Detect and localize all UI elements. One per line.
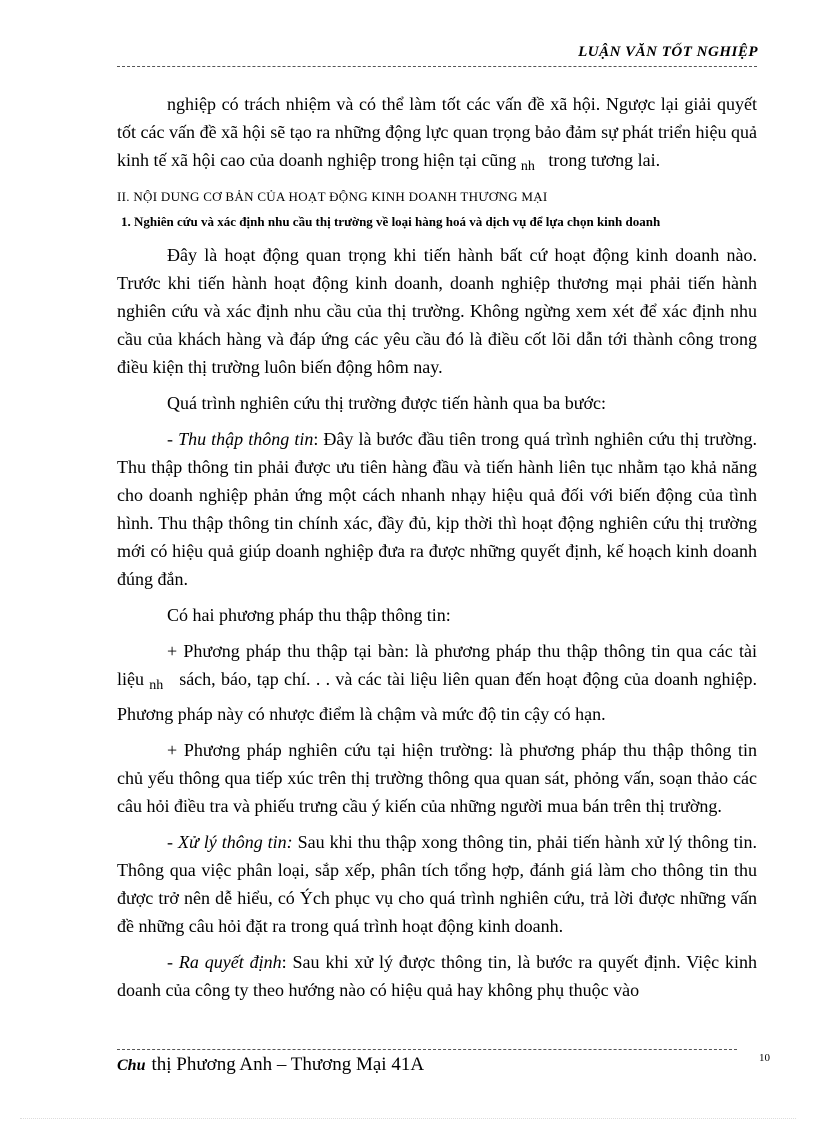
paragraph-text: Sau khi thu thập xong thông tin, phải tiến hành xử lý thông tin. Thông qua việc phân loại, sắp xếp, phân tích tổng hợp, đánh giá làm cho thông tin thu được trở nên dễ hiểu, có Ých phục vụ cho quá trình nghiên cứu, trả lời được những vấn đề những câu hỏi đặt ra trong quá trình hoạt động kinh doanh. [117, 832, 757, 936]
author-line: thị Phương Anh – Thương Mại 41A [151, 1054, 425, 1075]
paragraph: Có hai phương pháp thu thập thông tin: [167, 605, 451, 625]
subsection-heading: 1. Nghiên cứu và xác định nhu cầu thị trường về loại hàng hoá và dịch vụ để lựa chọn kinh doanh [121, 214, 661, 229]
header-divider [117, 66, 757, 67]
document-header-title: LUẬN VĂN TỐT NGHIỆP [578, 44, 758, 60]
list-dash: - [167, 832, 178, 852]
author-script-name: Chu [117, 1057, 146, 1074]
document-body [117, 90, 757, 1004]
paragraph: Quá trình nghiên cứu thị trường được tiến hành qua ba bước: [167, 393, 606, 413]
paragraph-continuation [117, 90, 757, 181]
paragraph-text: : Đây là bước đầu tiên trong quá trình nghiên cứu thị trường. Thu thập thông tin phải được ưu tiên hàng đầu và tiến hành liên tục nhằm tạo khả năng cho doanh nghiệp phản ứng một cách nhanh nhạy hiệu quả đối với biến động của tình hình. Thu thập thông tin chính xác, đầy đủ, kịp thời thì hoạt động nghiên cứu thị trường mới có hiệu quả giúp doanh nghiệp đưa ra được những quyết định, kế hoạch kinh doanh đúng đắn. [117, 429, 758, 589]
list-dash: - [167, 952, 179, 972]
paragraph-text: trong tương lai. [548, 150, 661, 170]
paragraph-method-field: + Phương pháp nghiên cứu tại hiện trường: là phương pháp thu thập thông tin chủ yếu thông qua tiếp xúc trên thị trường thông qua quan sát, phỏng vấn, soạn thảo các câu hỏi điều tra và phiếu trưng cầu ý kiến của những người mua bán trên thị trường. [117, 740, 757, 816]
page-bottom-border [20, 1118, 796, 1119]
inline-fragment: nh [149, 678, 164, 693]
paragraph-text: : Sau khi xử lý được thông tin, là bước ra quyết định. Việc kinh doanh của công ty theo hướng nào có hiệu quả hay không phụ thuộc vào [117, 952, 757, 1000]
list-dash: - [167, 429, 179, 449]
paragraph-step-decide [117, 948, 757, 1004]
inline-fragment: nh [520, 159, 535, 174]
page-number: 10 [759, 1052, 770, 1064]
step-term: Xử lý thông tin: [177, 832, 293, 852]
paragraph-text: nghiệp có trách nhiệm và có thể làm tốt các vấn đề xã hội. Ngược lại giải quyết tốt các vấn đề xã hội sẽ tạo ra những động lực quan trọng bảo đảm sự phát triển hiệu quả kinh tế xã hội cao của doanh nghiệp trong hiện tại cũng [117, 94, 757, 170]
footer-author [117, 1054, 424, 1076]
section-heading: II. NỘI DUNG CƠ BẢN CỦA HOẠT ĐỘNG KINH DOANH THƯƠNG MẠI [117, 189, 548, 204]
paragraph: Đây là hoạt động quan trọng khi tiến hành bất cứ hoạt động kinh doanh nào. Trước khi tiến hành hoạt động kinh doanh, doanh nghiệp thương mại phải tiến hành nghiên cứu và xác định nhu cầu của thị trường. Không ngừng xem xét để xác định nhu cầu của khách hàng và đáp ứng các yêu cầu đó là điều cốt lõi dẫn tới thành công trong điều kiện thị trường luôn biến động hôm nay. [117, 245, 757, 377]
paragraph-text: sách, báo, tạp chí. . . và các tài liệu liên quan đến hoạt động của doanh nghiệp. Phương pháp này có nhược điểm là chậm và mức độ tin cậy có hạn. [117, 669, 758, 724]
step-term: Ra quyết định [178, 952, 282, 972]
step-term: Thu thập thông tin [178, 429, 314, 449]
paragraph-method-desk [117, 637, 757, 728]
paragraph-step-process [117, 828, 757, 940]
paragraph-text: + Phương pháp thu thập tại bàn: là phương pháp thu thập thông tin qua các tài liệu [117, 641, 757, 689]
paragraph-step-collect [117, 425, 757, 593]
footer-divider [117, 1049, 737, 1050]
